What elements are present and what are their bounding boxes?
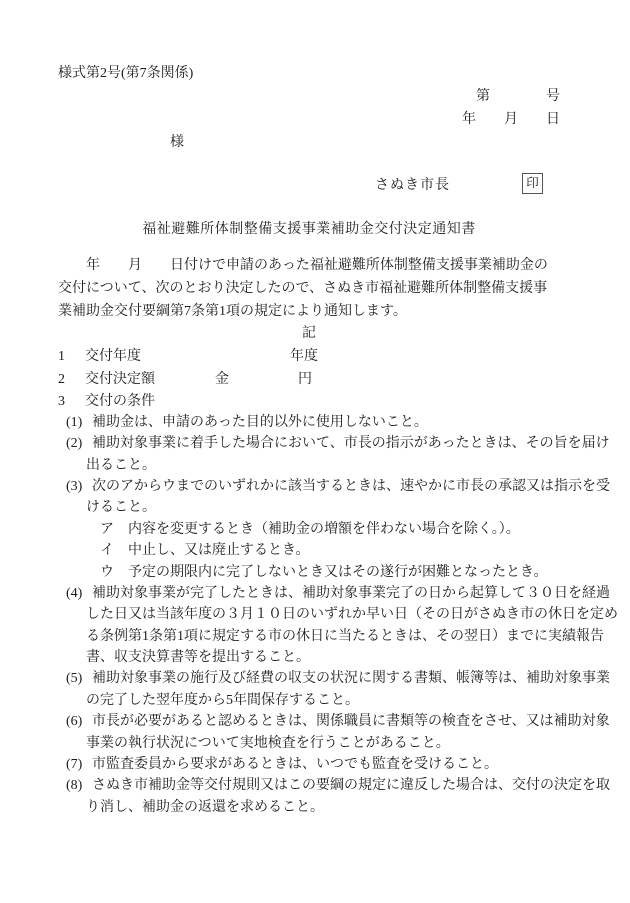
record-marker: 記 [302, 326, 316, 342]
intro-line: 交付について、次のとおり決定したので、さぬき市福祉避難所体制整備支援事 [58, 280, 548, 296]
document-number-line [58, 85, 560, 108]
condition-text: 補助対象事業に着手した場合において、市長の指示があったときは、その旨を届け [92, 436, 610, 452]
condition-line [58, 754, 560, 775]
date-month-label: 月 [504, 112, 518, 127]
intro-line: 年 月 日付けで申請のあった福祉避難所体制整備支援事業補助金の [58, 258, 548, 273]
issuer-name: さぬき市長 [375, 178, 450, 193]
item-number: 3 [58, 394, 65, 410]
condition-text: 補助金は、申請のあった目的以外に使用しないこと。 [92, 414, 428, 430]
form-number-label: 様式第2号(第7条関係) [58, 66, 194, 81]
condition-line [58, 412, 560, 433]
condition-text: 出ること。 [86, 457, 156, 473]
condition-line [58, 433, 610, 454]
condition-line [58, 733, 560, 754]
condition-line [58, 562, 560, 583]
fiscal-year-unit: 年度 [290, 348, 318, 364]
condition-text: 次のアからウまでのいずれかに該当するときは、速やかに市長の承認又は指示を受 [92, 478, 610, 494]
condition-number: (6) [66, 714, 83, 730]
condition-number: (2) [66, 436, 83, 452]
condition-line [58, 604, 618, 625]
item-number: 1 [58, 348, 65, 364]
item-decided-amount [58, 369, 560, 392]
condition-text: 市長が必要があると認めるときは、関係職員に書類等の検査をさせ、又は補助対象 [92, 714, 610, 730]
condition-text: 書、収支決算書等を提出すること。 [86, 650, 310, 666]
condition-number: (7) [66, 757, 83, 773]
condition-line [58, 476, 610, 497]
condition-line [58, 540, 560, 561]
condition-line [58, 626, 604, 647]
condition-text: 事業の執行状況について実地検査を行うことがあること。 [86, 735, 450, 751]
condition-line [58, 497, 560, 518]
conditions-list [58, 412, 618, 818]
item-label: 交付決定額 [85, 371, 155, 387]
condition-line [58, 711, 610, 732]
condition-text: 予定の期限内に完了しないとき又はその遂行が困難となったとき。 [128, 564, 548, 580]
condition-number: (1) [66, 414, 83, 430]
condition-text: 補助対象事業が完了したときは、補助対象事業完了の日から起算して３０日を経過 [92, 585, 610, 601]
condition-text: した日又は当該年度の３月１０日のいずれか早い日（その日がさぬき市の休日を定め [86, 607, 618, 623]
doc-number-prefix: 第 [476, 89, 490, 104]
condition-text: けること。 [86, 500, 156, 516]
item-label: 交付年度 [85, 348, 141, 364]
item-fiscal-year [58, 346, 560, 369]
condition-number: (8) [66, 778, 83, 794]
condition-line [58, 797, 560, 818]
condition-line [58, 583, 610, 604]
condition-text: さぬき市補助金等交付規則又はこの要綱の規定に違反した場合は、交付の決定を取 [92, 778, 610, 794]
item-label: 交付の条件 [85, 394, 155, 410]
condition-number: ア [100, 521, 114, 537]
condition-number: イ [100, 543, 114, 559]
amount-currency-prefix: 金 [215, 371, 229, 387]
document-title: 福祉避難所体制整備支援事業補助金交付決定通知書 [142, 222, 476, 237]
condition-number: ウ [100, 564, 114, 580]
condition-line [58, 647, 560, 668]
issuer-line [58, 174, 560, 197]
seal-box [522, 173, 543, 194]
condition-number: (3) [66, 478, 83, 494]
intro-paragraph [58, 255, 560, 323]
addressee-line [58, 131, 560, 154]
condition-line [58, 519, 560, 540]
condition-text: る条例第1条第1項に規定する市の休日に当たるときは、その翌日）までに実績報告 [86, 628, 604, 644]
condition-text: 内容を変更するとき（補助金の増額を伴わない場合を除く。）。 [128, 521, 520, 537]
condition-line [58, 690, 560, 711]
date-line [58, 108, 560, 131]
condition-line [58, 668, 610, 689]
condition-line [58, 775, 610, 796]
condition-number: (4) [66, 585, 83, 601]
seal-label: 印 [526, 176, 539, 190]
doc-number-suffix: 号 [546, 89, 560, 104]
condition-text: 中止し、又は廃止するとき。 [128, 543, 310, 559]
date-day-label: 日 [546, 112, 560, 127]
condition-line [58, 455, 560, 476]
date-year-label: 年 [462, 112, 476, 127]
condition-text: 市監査委員から要求があるときは、いつでも監査を受けること。 [92, 757, 498, 773]
item-conditions-heading [58, 391, 560, 414]
item-number: 2 [58, 371, 65, 387]
condition-text: り消し、補助金の返還を求めること。 [86, 799, 324, 815]
intro-line: 業補助金交付要綱第7条第1項の規定により通知します。 [58, 303, 407, 319]
condition-text: の完了した翌年度から5年間保存すること。 [86, 692, 359, 708]
condition-number: (5) [66, 671, 83, 687]
condition-text: 補助対象事業の施行及び経費の収支の状況に関する書類、帳簿等は、補助対象事業 [92, 671, 610, 687]
addressee-suffix: 様 [170, 135, 184, 150]
amount-unit-suffix: 円 [298, 371, 312, 387]
